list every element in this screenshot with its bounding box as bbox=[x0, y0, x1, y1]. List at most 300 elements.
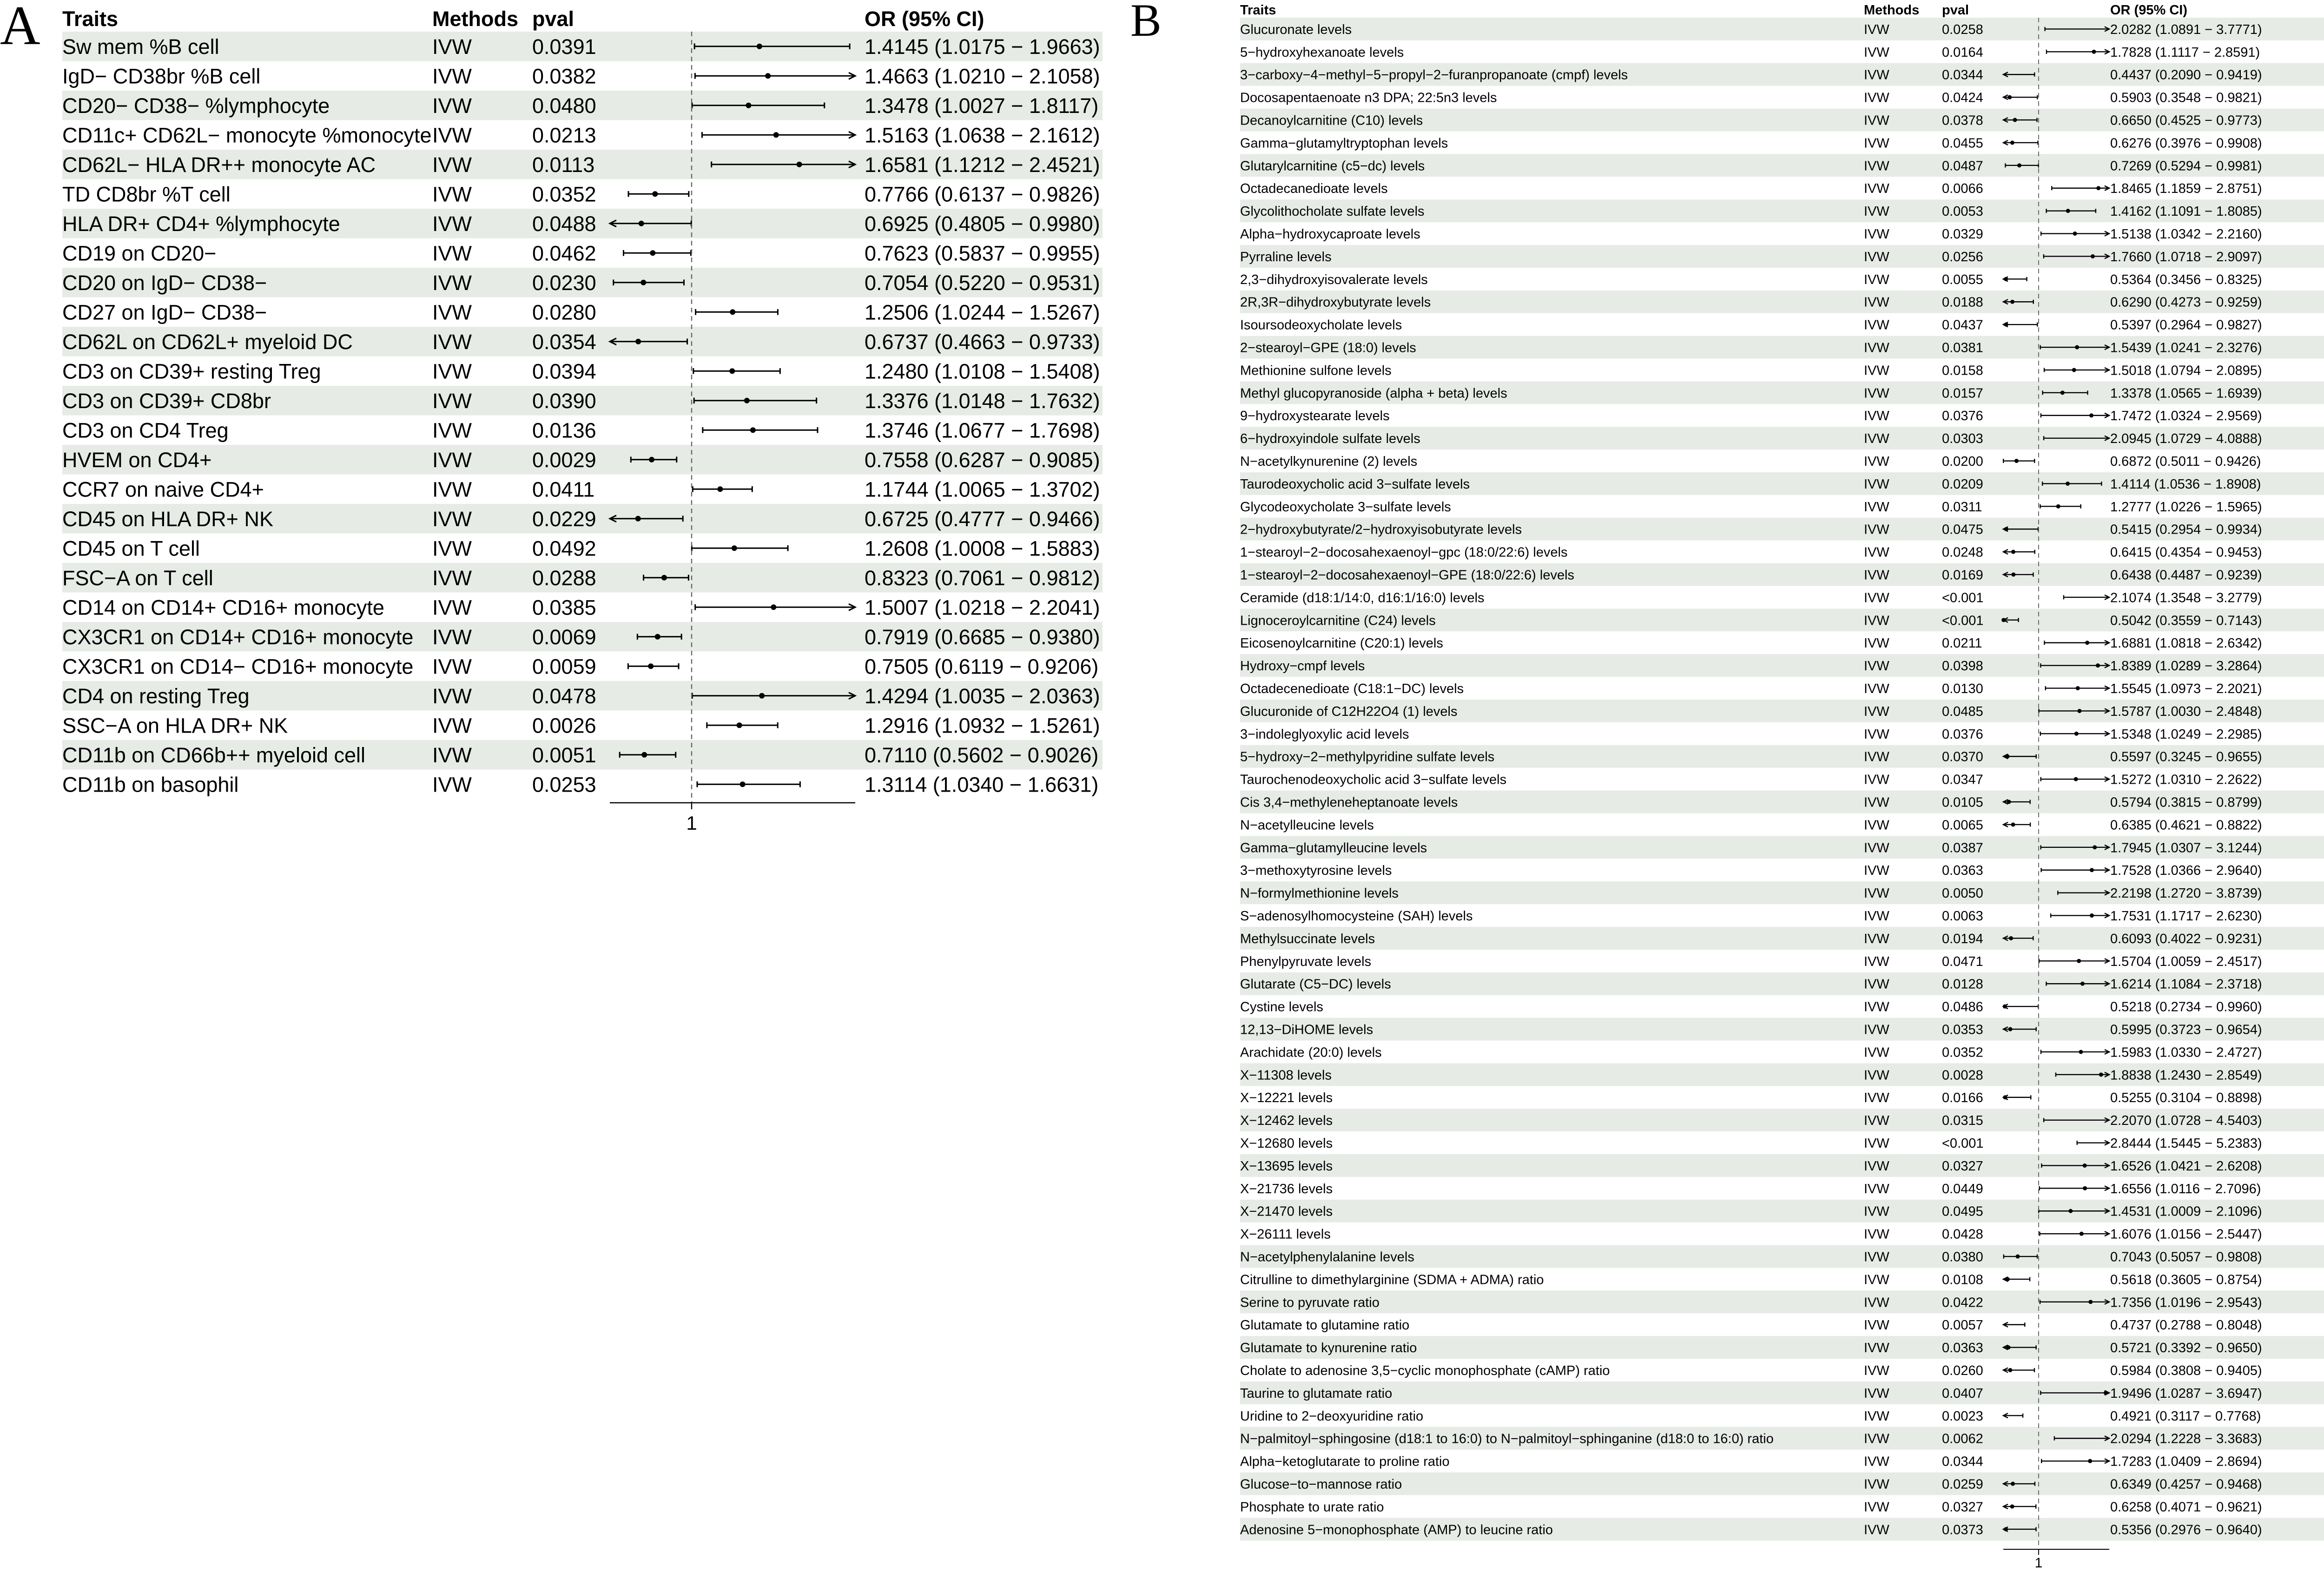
method-label: IVW bbox=[1864, 1454, 1889, 1469]
method-label: IVW bbox=[1864, 977, 1889, 992]
pval-label: 0.0248 bbox=[1942, 545, 1983, 560]
pval-label: 0.0062 bbox=[1942, 1431, 1983, 1447]
point-estimate bbox=[2006, 1277, 2010, 1281]
pval-label: 0.0378 bbox=[1942, 113, 1983, 128]
point-estimate bbox=[2011, 550, 2015, 554]
pval-label: 0.0113 bbox=[532, 152, 595, 177]
trait-label: X−11308 levels bbox=[1240, 1068, 1332, 1083]
method-label: IVW bbox=[1864, 409, 1889, 424]
header-or: OR (95% CI) bbox=[865, 7, 984, 31]
or-ci-label: 1.8838 (1.2430 − 2.8549) bbox=[2110, 1068, 2262, 1083]
method-label: IVW bbox=[1864, 840, 1889, 856]
pval-label: 0.0108 bbox=[1942, 1272, 1983, 1288]
method-label: IVW bbox=[432, 743, 472, 767]
method-label: IVW bbox=[1864, 340, 1889, 356]
point-estimate bbox=[2010, 300, 2014, 304]
point-estimate bbox=[2003, 1005, 2007, 1009]
or-ci-label: 0.7919 (0.6685 − 0.9380) bbox=[865, 625, 1100, 649]
pval-label: 0.0391 bbox=[532, 34, 596, 59]
method-label: IVW bbox=[1864, 90, 1889, 106]
or-ci-label: 0.6415 (0.4354 − 0.9453) bbox=[2110, 545, 2262, 560]
or-ci-label: 1.6076 (1.0156 − 2.5447) bbox=[2110, 1227, 2262, 1242]
point-estimate bbox=[2004, 277, 2008, 281]
point-estimate bbox=[2010, 140, 2014, 145]
point-estimate bbox=[717, 486, 723, 492]
or-ci-label: 0.5415 (0.2954 − 0.9934) bbox=[2110, 522, 2262, 537]
pval-label: 0.0051 bbox=[532, 743, 596, 767]
trait-label: Hydroxy−cmpf levels bbox=[1240, 659, 1365, 674]
method-label: IVW bbox=[1864, 1249, 1889, 1265]
trait-label: Taurodeoxycholic acid 3−sulfate levels bbox=[1240, 476, 1470, 492]
panel-label: B bbox=[1130, 0, 1162, 46]
method-label: IVW bbox=[1864, 386, 1889, 401]
pval-label: 0.0363 bbox=[1942, 863, 1983, 879]
header-traits: Traits bbox=[1240, 3, 1276, 18]
pval-label: 0.0471 bbox=[1942, 954, 1983, 969]
trait-label: Methylsuccinate levels bbox=[1240, 931, 1375, 946]
point-estimate bbox=[2075, 345, 2079, 350]
or-ci-label: 1.6214 (1.1084 − 2.3718) bbox=[2110, 977, 2262, 992]
trait-label: 6−hydroxyindole sulfate levels bbox=[1240, 431, 1420, 447]
trait-label: CD11b on CD66b++ myeloid cell bbox=[62, 743, 366, 767]
method-label: IVW bbox=[432, 418, 472, 443]
trait-label: S−adenosylhomocysteine (SAH) levels bbox=[1240, 908, 1473, 924]
pval-label: 0.0363 bbox=[1942, 1341, 1983, 1356]
point-estimate bbox=[2073, 231, 2077, 236]
method-label: IVW bbox=[432, 93, 472, 118]
point-estimate bbox=[2096, 186, 2100, 190]
or-ci-label: 1.7828 (1.1117 − 2.8591) bbox=[2110, 45, 2260, 60]
point-estimate bbox=[2006, 754, 2010, 759]
point-estimate bbox=[635, 516, 641, 522]
trait-label: Methyl glucopyranoside (alpha + beta) levels bbox=[1240, 386, 1507, 401]
point-estimate bbox=[730, 309, 735, 315]
method-label: IVW bbox=[1864, 1272, 1889, 1288]
point-estimate bbox=[2077, 959, 2081, 963]
point-estimate bbox=[2093, 845, 2097, 849]
trait-label: N−formylmethionine levels bbox=[1240, 886, 1399, 901]
pval-label: 0.0069 bbox=[532, 625, 596, 649]
point-estimate bbox=[2091, 254, 2095, 258]
pval-label: 0.0259 bbox=[1942, 1477, 1983, 1492]
method-label: IVW bbox=[1864, 954, 1889, 969]
trait-label: 3−indoleglyoxylic acid levels bbox=[1240, 727, 1409, 742]
or-ci-label: 1.5272 (1.0310 − 2.2622) bbox=[2110, 772, 2262, 787]
method-label: IVW bbox=[1864, 1045, 1889, 1060]
point-estimate bbox=[2004, 1527, 2008, 1531]
pval-label: 0.0449 bbox=[1942, 1181, 1983, 1196]
or-ci-label: 1.4294 (1.0035 − 2.0363) bbox=[865, 684, 1100, 708]
method-label: IVW bbox=[1864, 1204, 1889, 1219]
point-estimate bbox=[2083, 1186, 2087, 1190]
or-ci-label: 1.5545 (1.0973 − 2.2021) bbox=[2110, 681, 2262, 696]
trait-label: 3−methoxytyrosine levels bbox=[1240, 863, 1392, 879]
method-label: IVW bbox=[1864, 295, 1889, 310]
method-label: IVW bbox=[1864, 999, 1889, 1015]
trait-label: Glutarylcarnitine (c5−dc) levels bbox=[1240, 159, 1425, 174]
or-ci-label: 2.8444 (1.5445 − 5.2383) bbox=[2110, 1136, 2262, 1151]
point-estimate bbox=[2085, 641, 2089, 645]
or-ci-label: 1.7660 (1.0718 − 2.9097) bbox=[2110, 249, 2262, 264]
method-label: IVW bbox=[432, 64, 472, 88]
method-label: IVW bbox=[1864, 1522, 1889, 1538]
trait-label: HVEM on CD4+ bbox=[62, 448, 212, 472]
trait-label: Ceramide (d18:1/14:0, d16:1/16:0) levels bbox=[1240, 590, 1485, 606]
pval-label: 0.0288 bbox=[532, 566, 596, 590]
method-label: IVW bbox=[1864, 1295, 1889, 1310]
or-ci-label: 0.5721 (0.3392 − 0.9650) bbox=[2110, 1341, 2262, 1356]
or-ci-label: 0.7054 (0.5220 − 0.9531) bbox=[865, 271, 1100, 295]
method-label: IVW bbox=[1864, 204, 1889, 219]
or-ci-label: 0.7558 (0.6287 − 0.9085) bbox=[865, 448, 1100, 472]
or-ci-label: 0.4737 (0.2788 − 0.8048) bbox=[2110, 1318, 2262, 1333]
trait-label: 1−stearoyl−2−docosahexaenoyl−GPE (18:0/22:6) levels bbox=[1240, 568, 1575, 583]
pval-label: 0.0380 bbox=[1942, 1249, 1983, 1265]
or-ci-label: 0.6290 (0.4273 − 0.9259) bbox=[2110, 295, 2262, 310]
or-ci-label: 1.5163 (1.0638 − 2.1612) bbox=[865, 123, 1100, 147]
pval-label: 0.0455 bbox=[1942, 136, 1983, 151]
or-ci-label: 1.8465 (1.1859 − 2.8751) bbox=[2110, 181, 2262, 197]
point-estimate bbox=[2080, 982, 2085, 986]
point-estimate bbox=[746, 103, 751, 108]
point-estimate bbox=[2096, 663, 2100, 668]
method-label: IVW bbox=[432, 182, 472, 206]
or-ci-label: 0.6258 (0.4071 − 0.9621) bbox=[2110, 1500, 2262, 1515]
point-estimate bbox=[2089, 413, 2093, 417]
method-label: IVW bbox=[1864, 1136, 1889, 1151]
point-estimate bbox=[2088, 1459, 2092, 1463]
method-label: IVW bbox=[432, 654, 472, 679]
method-label: IVW bbox=[432, 123, 472, 147]
method-label: IVW bbox=[1864, 67, 1889, 83]
method-label: IVW bbox=[1864, 431, 1889, 447]
pval-label: 0.0209 bbox=[1942, 476, 1983, 492]
or-ci-label: 1.7472 (1.0324 − 2.9569) bbox=[2110, 409, 2262, 424]
or-ci-label: 0.7043 (0.5057 − 0.9808) bbox=[2110, 1249, 2262, 1265]
pval-label: 0.0462 bbox=[532, 241, 596, 265]
point-estimate bbox=[2090, 868, 2094, 872]
pval-label: 0.0169 bbox=[1942, 568, 1983, 583]
trait-label: CD3 on CD39+ CD8br bbox=[62, 389, 271, 413]
or-ci-label: 0.6737 (0.4663 − 0.9733) bbox=[865, 330, 1100, 354]
or-ci-label: 1.7945 (1.0307 − 3.1244) bbox=[2110, 840, 2262, 856]
trait-label: Decanoylcarnitine (C10) levels bbox=[1240, 113, 1423, 128]
point-estimate bbox=[2072, 368, 2076, 372]
method-label: IVW bbox=[1864, 590, 1889, 606]
pval-label: 0.0029 bbox=[532, 448, 596, 472]
point-estimate bbox=[2092, 50, 2096, 54]
trait-label: Octadecanedioate levels bbox=[1240, 181, 1388, 197]
pval-label: 0.0211 bbox=[1942, 636, 1982, 651]
trait-label: Arachidate (20:0) levels bbox=[1240, 1045, 1382, 1060]
trait-label: Alpha−hydroxycaproate levels bbox=[1240, 226, 1420, 242]
point-estimate bbox=[740, 781, 746, 787]
method-label: IVW bbox=[1864, 1113, 1889, 1129]
point-estimate bbox=[2068, 1209, 2073, 1213]
pval-label: <0.001 bbox=[1942, 1136, 1984, 1151]
pval-label: 0.0387 bbox=[1942, 840, 1983, 856]
pval-label: 0.0055 bbox=[1942, 272, 1983, 287]
trait-label: CD14 on CD14+ CD16+ monocyte bbox=[62, 595, 384, 620]
or-ci-label: 1.7356 (1.0196 − 2.9543) bbox=[2110, 1295, 2262, 1310]
method-label: IVW bbox=[432, 536, 472, 561]
or-ci-label: 1.3478 (1.0027 − 1.8117) bbox=[865, 93, 1099, 118]
or-ci-label: 0.5903 (0.3548 − 0.9821) bbox=[2110, 90, 2262, 106]
trait-label: N−acetylleucine levels bbox=[1240, 818, 1374, 833]
method-label: IVW bbox=[432, 684, 472, 708]
trait-label: CD3 on CD4 Treg bbox=[62, 418, 229, 443]
or-ci-label: 0.5042 (0.3559 − 0.7143) bbox=[2110, 613, 2262, 628]
point-estimate bbox=[2016, 1255, 2020, 1259]
trait-label: Cystine levels bbox=[1240, 999, 1323, 1015]
method-label: IVW bbox=[1864, 1341, 1889, 1356]
trait-label: CD62L on CD62L+ myeloid DC bbox=[62, 330, 353, 354]
trait-label: Cholate to adenosine 3,5−cyclic monophosphate (cAMP) ratio bbox=[1240, 1363, 1610, 1378]
or-ci-label: 0.6925 (0.4805 − 0.9980) bbox=[865, 211, 1100, 236]
or-ci-label: 1.4145 (1.0175 − 1.9663) bbox=[865, 34, 1100, 59]
trait-label: X−26111 levels bbox=[1240, 1227, 1331, 1242]
method-label: IVW bbox=[432, 330, 472, 354]
or-ci-label: 1.6526 (1.0421 − 2.6208) bbox=[2110, 1158, 2262, 1174]
method-label: IVW bbox=[1864, 1408, 1889, 1424]
or-ci-label: 1.6581 (1.1212 − 2.4521) bbox=[865, 152, 1100, 177]
trait-label: CX3CR1 on CD14− CD16+ monocyte bbox=[62, 654, 414, 679]
trait-label: Taurochenodeoxycholic acid 3−sulfate levels bbox=[1240, 772, 1507, 787]
pval-label: 0.0136 bbox=[532, 418, 596, 443]
trait-label: Glycolithocholate sulfate levels bbox=[1240, 204, 1425, 219]
point-estimate bbox=[2013, 118, 2017, 122]
point-estimate bbox=[2066, 209, 2070, 213]
trait-label: Taurine to glutamate ratio bbox=[1240, 1386, 1393, 1401]
method-label: IVW bbox=[1864, 886, 1889, 901]
trait-label: CD3 on CD39+ resting Treg bbox=[62, 359, 321, 383]
or-ci-label: 0.5356 (0.2976 − 0.9640) bbox=[2110, 1522, 2262, 1538]
trait-label: HLA DR+ CD4+ %lymphocyte bbox=[62, 211, 340, 236]
or-ci-label: 0.5794 (0.3815 − 0.8799) bbox=[2110, 795, 2262, 810]
method-label: IVW bbox=[1864, 113, 1889, 128]
method-label: IVW bbox=[432, 34, 472, 59]
pval-label: 0.0437 bbox=[1942, 317, 1983, 333]
trait-label: N−acetylphenylalanine levels bbox=[1240, 1249, 1414, 1265]
pval-label: 0.0424 bbox=[1942, 90, 1983, 106]
trait-label: 5−hydroxyhexanoate levels bbox=[1240, 45, 1404, 60]
pval-label: 0.0475 bbox=[1942, 522, 1983, 537]
or-ci-label: 1.3746 (1.0677 − 1.7698) bbox=[865, 418, 1100, 443]
point-estimate bbox=[2077, 709, 2081, 713]
method-label: IVW bbox=[432, 448, 472, 472]
pval-label: 0.0428 bbox=[1942, 1227, 1983, 1242]
or-ci-label: 0.5995 (0.3723 − 0.9654) bbox=[2110, 1022, 2262, 1038]
method-label: IVW bbox=[432, 300, 472, 324]
method-label: IVW bbox=[1864, 499, 1889, 515]
or-ci-label: 1.7283 (1.0409 − 2.8694) bbox=[2110, 1454, 2262, 1469]
pval-label: 0.0158 bbox=[1942, 363, 1983, 378]
pval-label: 0.0354 bbox=[532, 330, 596, 354]
point-estimate bbox=[652, 191, 658, 197]
trait-label: CD19 on CD20− bbox=[62, 241, 217, 265]
point-estimate bbox=[635, 339, 641, 344]
method-label: IVW bbox=[1864, 454, 1889, 469]
pval-label: 0.0352 bbox=[1942, 1045, 1983, 1060]
method-label: IVW bbox=[1864, 568, 1889, 583]
trait-label: CX3CR1 on CD14+ CD16+ monocyte bbox=[62, 625, 414, 649]
trait-label: CD20 on IgD− CD38− bbox=[62, 271, 267, 295]
or-ci-label: 1.5007 (1.0218 − 2.2041) bbox=[865, 595, 1100, 620]
or-ci-label: 1.4663 (1.0210 − 2.1058) bbox=[865, 64, 1100, 88]
method-label: IVW bbox=[432, 389, 472, 413]
pval-label: 0.0188 bbox=[1942, 295, 1983, 310]
or-ci-label: 0.6093 (0.4022 − 0.9231) bbox=[2110, 931, 2262, 946]
method-label: IVW bbox=[432, 271, 472, 295]
pval-label: 0.0057 bbox=[1942, 1318, 1983, 1333]
point-estimate bbox=[757, 44, 762, 49]
x-axis-tick-label: 1 bbox=[686, 812, 697, 834]
or-ci-label: 1.4531 (1.0009 − 2.1096) bbox=[2110, 1204, 2262, 1219]
pval-label: 0.0381 bbox=[1942, 340, 1983, 356]
pval-label: 0.0200 bbox=[1942, 454, 1983, 469]
method-label: IVW bbox=[1864, 136, 1889, 151]
point-estimate bbox=[759, 693, 765, 699]
or-ci-label: 0.6872 (0.5011 − 0.9426) bbox=[2110, 454, 2261, 469]
point-estimate bbox=[2104, 1391, 2108, 1395]
trait-label: Phenylpyruvate levels bbox=[1240, 954, 1372, 969]
pval-label: 0.0376 bbox=[1942, 409, 1983, 424]
point-estimate bbox=[661, 575, 667, 581]
point-estimate bbox=[639, 221, 644, 226]
pval-label: 0.0373 bbox=[1942, 1522, 1983, 1538]
point-estimate bbox=[640, 280, 646, 285]
point-estimate bbox=[2008, 1027, 2013, 1031]
method-label: IVW bbox=[1864, 1318, 1889, 1333]
pval-label: 0.0394 bbox=[532, 359, 596, 383]
trait-label: Citrulline to dimethylarginine (SDMA + ADMA) ratio bbox=[1240, 1272, 1544, 1288]
method-label: IVW bbox=[1864, 704, 1889, 719]
point-estimate bbox=[2008, 1368, 2012, 1372]
or-ci-label: 0.6725 (0.4777 − 0.9466) bbox=[865, 507, 1100, 531]
method-label: IVW bbox=[1864, 749, 1889, 765]
or-ci-label: 2.0945 (1.0729 − 4.0888) bbox=[2110, 431, 2262, 447]
method-label: IVW bbox=[1864, 613, 1889, 628]
method-label: IVW bbox=[432, 773, 472, 797]
trait-label: CCR7 on naive CD4+ bbox=[62, 477, 264, 502]
method-label: IVW bbox=[1864, 249, 1889, 264]
pval-label: 0.0344 bbox=[1942, 67, 1983, 83]
trait-label: X−13695 levels bbox=[1240, 1158, 1333, 1174]
trait-label: Octadecenedioate (C18:1−DC) levels bbox=[1240, 681, 1464, 696]
trait-label: X−12680 levels bbox=[1240, 1136, 1333, 1151]
trait-label: Sw mem %B cell bbox=[62, 34, 219, 59]
method-label: IVW bbox=[432, 595, 472, 620]
pval-label: 0.0105 bbox=[1942, 795, 1983, 810]
point-estimate bbox=[2003, 1095, 2007, 1099]
trait-label: Glutarate (C5−DC) levels bbox=[1240, 977, 1391, 992]
pval-label: 0.0485 bbox=[1942, 704, 1983, 719]
trait-label: CD20− CD38− %lymphocyte bbox=[62, 93, 330, 118]
panel-label: A bbox=[0, 0, 40, 56]
trait-label: Gamma−glutamyltryptophan levels bbox=[1240, 136, 1448, 151]
pval-label: 0.0229 bbox=[532, 507, 596, 531]
or-ci-label: 0.5364 (0.3456 − 0.8325) bbox=[2110, 272, 2262, 287]
or-ci-label: 0.6349 (0.4257 − 0.9468) bbox=[2110, 1477, 2262, 1492]
pval-label: 0.0059 bbox=[532, 654, 596, 679]
or-ci-label: 0.7623 (0.5837 − 0.9955) bbox=[865, 241, 1100, 265]
trait-label: Gamma−glutamylleucine levels bbox=[1240, 840, 1427, 856]
method-label: IVW bbox=[432, 241, 472, 265]
point-estimate bbox=[2011, 1482, 2015, 1486]
point-estimate bbox=[2014, 459, 2019, 463]
pval-label: 0.0230 bbox=[532, 271, 596, 295]
point-estimate bbox=[648, 663, 654, 669]
or-ci-label: 1.5018 (1.0794 − 2.0895) bbox=[2110, 363, 2262, 378]
pval-label: 0.0164 bbox=[1942, 45, 1983, 60]
header-methods: Methods bbox=[432, 7, 518, 31]
trait-label: SSC−A on HLA DR+ NK bbox=[62, 714, 288, 738]
trait-label: Uridine to 2−deoxyuridine ratio bbox=[1240, 1408, 1424, 1424]
trait-label: Glutamate to glutamine ratio bbox=[1240, 1318, 1410, 1333]
method-label: IVW bbox=[1864, 1022, 1889, 1038]
or-ci-label: 1.7531 (1.1717 − 2.6230) bbox=[2110, 908, 2262, 924]
pval-label: 0.0063 bbox=[1942, 908, 1983, 924]
pval-label: 0.0327 bbox=[1942, 1500, 1983, 1515]
point-estimate bbox=[650, 250, 655, 256]
method-label: IVW bbox=[1864, 272, 1889, 287]
method-label: IVW bbox=[1864, 1386, 1889, 1401]
or-ci-label: 0.4921 (0.3117 − 0.7768) bbox=[2110, 1408, 2261, 1424]
or-ci-label: 2.0282 (1.0891 − 3.7771) bbox=[2110, 22, 2262, 37]
pval-label: 0.0488 bbox=[532, 211, 596, 236]
pval-label: 0.0128 bbox=[1942, 977, 1983, 992]
trait-label: CD45 on HLA DR+ NK bbox=[62, 507, 273, 531]
header-traits: Traits bbox=[62, 7, 119, 31]
or-ci-label: 2.2198 (1.2720 − 3.8739) bbox=[2110, 886, 2262, 901]
method-label: IVW bbox=[432, 211, 472, 236]
or-ci-label: 1.2506 (1.0244 − 1.5267) bbox=[865, 300, 1100, 324]
or-ci-label: 0.8323 (0.7061 − 0.9812) bbox=[865, 566, 1100, 590]
method-label: IVW bbox=[432, 507, 472, 531]
or-ci-label: 1.1744 (1.0065 − 1.3702) bbox=[865, 477, 1100, 502]
trait-label: N−acetylkynurenine (2) levels bbox=[1240, 454, 1418, 469]
trait-label: 2−hydroxybutyrate/2−hydroxyisobutyrate levels bbox=[1240, 522, 1522, 537]
header-methods: Methods bbox=[1864, 3, 1920, 18]
trait-label: X−21736 levels bbox=[1240, 1181, 1333, 1196]
pval-label: 0.0157 bbox=[1942, 386, 1983, 401]
point-estimate bbox=[2009, 936, 2013, 940]
pval-label: 0.0315 bbox=[1942, 1113, 1983, 1129]
trait-label: 5−hydroxy−2−methylpyridine sulfate levels bbox=[1240, 749, 1495, 765]
pval-label: 0.0407 bbox=[1942, 1386, 1983, 1401]
pval-label: 0.0026 bbox=[532, 714, 596, 738]
trait-label: Glucuronide of C12H22O4 (1) levels bbox=[1240, 704, 1458, 719]
trait-label: X−12462 levels bbox=[1240, 1113, 1333, 1129]
or-ci-label: 0.5597 (0.3245 − 0.9655) bbox=[2110, 749, 2262, 765]
method-label: IVW bbox=[1864, 772, 1889, 787]
or-ci-label: 0.5218 (0.2734 − 0.9960) bbox=[2110, 999, 2262, 1015]
pval-label: 0.0065 bbox=[1942, 818, 1983, 833]
method-label: IVW bbox=[1864, 1363, 1889, 1378]
point-estimate bbox=[2056, 504, 2060, 509]
trait-label: X−21470 levels bbox=[1240, 1204, 1333, 1219]
method-label: IVW bbox=[1864, 476, 1889, 492]
or-ci-label: 1.8389 (1.0289 − 3.2864) bbox=[2110, 659, 2262, 674]
pval-label: 0.0478 bbox=[532, 684, 596, 708]
or-ci-label: 2.1074 (1.3548 − 3.2779) bbox=[2110, 590, 2262, 606]
pval-label: 0.0194 bbox=[1942, 931, 1983, 946]
pval-label: 0.0370 bbox=[1942, 749, 1983, 765]
point-estimate bbox=[655, 634, 660, 640]
point-estimate bbox=[2004, 527, 2008, 531]
trait-label: 2−stearoyl−GPE (18:0) levels bbox=[1240, 340, 1416, 356]
point-estimate bbox=[2079, 1050, 2083, 1054]
